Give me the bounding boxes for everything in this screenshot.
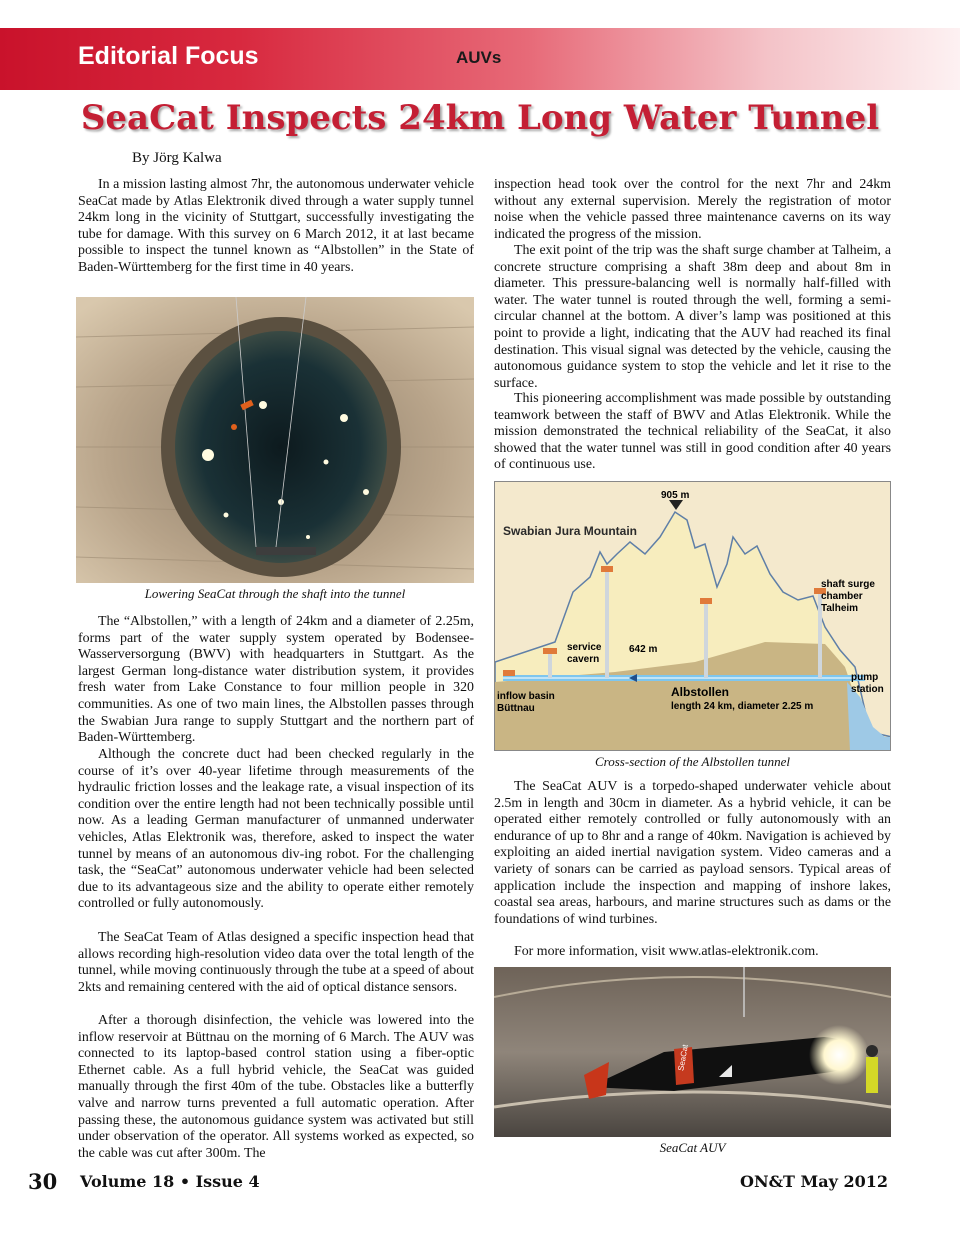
surge-label-1: shaft surge [821, 579, 875, 590]
section-label: Editorial Focus [78, 42, 259, 70]
inflow-label-1: inflow basin [497, 691, 555, 702]
pump-label-2: station [851, 684, 884, 695]
depth-label: 642 m [629, 644, 658, 655]
inflow-label-2: Büttnau [497, 703, 535, 714]
tunnel-cross-section-diagram [494, 481, 891, 751]
service-label-1: service [567, 642, 602, 653]
paragraph-inspection-head: The SeaCat Team of Atlas designed a specific inspection head that allows recording high-resolution video data over the total length of the tunnel, while moving continuously through the tube at a speed of about 2kts and remaining centered with the aid of optical distance sensors. [78, 930, 474, 995]
pump-label-1: pump [851, 672, 879, 683]
peak-label: 905 m [661, 490, 690, 501]
magazine-date: ON&T May 2012 [740, 1172, 888, 1191]
byline: By Jörg Kalwa [132, 150, 222, 166]
paragraph-intro: In a mission lasting almost 7hr, the autonomous underwater vehicle SeaCat made by Atlas Elektronik dived through a water supply tunnel 24km long in the vicinity of Stuttgart, successfully investigating the tube for damage. With this survey on 6 March 2012, it at last became possible to inspect the tunnel known as “Albstollen” in the State of Baden-Württemberg for the first time in 40 years. [78, 177, 474, 275]
paragraph-control: inspection head took over the control for the next 7hr and 24km without any external supervision. Merely the registration of motor noise when the vehicle passed three maintenance caverns on its way indicated the progress of the mission. [494, 177, 891, 242]
tunnel-name-label: Albstollen [671, 685, 730, 699]
shaft-photo [76, 297, 474, 583]
topic-label: AUVs [456, 48, 502, 67]
mountain-label: Swabian Jura Mountain [503, 524, 638, 538]
section-banner [0, 28, 960, 90]
tunnel-dims-label: length 24 km, diameter 2.25 m [671, 701, 814, 712]
paragraph-more-info: For more information, visit www.atlas-elektronik.com. [514, 944, 819, 959]
auv-body-text: SeaCat [676, 1043, 690, 1072]
auv-photo-caption: SeaCat AUV [659, 1140, 726, 1155]
volume-issue: Volume 18 • Issue 4 [80, 1172, 260, 1191]
paragraph-seacat-description: The SeaCat AUV is a torpedo-shaped underwater vehicle about 2.5m in length and 30cm in diameter. As a hybrid vehicle, it can be operated either remotely controlled or fully autonomously with an endurance of up to 8hr and a range of 40km. Navigation is achieved by exploiting an aided inertial navigation system. Video cameras and a variety of sonars can be carried as payload sensors. Typical areas of application include the inspection and mapping of inshore lakes, coastal sea areas, harbours, and marine structures such as dams or the foundations of wind turbines. [494, 779, 891, 927]
diagram-caption: Cross-section of the Albstollen tunnel [595, 754, 790, 769]
surge-label-3: Talheim [821, 603, 859, 614]
paragraph-inspection: Although the concrete duct had been checked regularly in the course of it’s over 40-year lifetime through measurements of the hydraulic friction losses and the leakage rate, a visual inspection of its condition over the entire length had not been technically possible until now. As a leading German manufacturer of unmanned underwater vehicles, Atlas Elektronik was, therefore, asked to inspect the water tunnel by means of an autonomous div-ing robot. For the challenging task, the “SeaCat” autonomous underwater vehicle had been selected due to its advantageous size and the ability to operate either remotely controlled or fully autonomously. [78, 747, 474, 912]
shaft-photo-caption: Lowering SeaCat through the shaft into the tunnel [144, 586, 406, 601]
paragraph-albstollen: The “Albstollen,” with a length of 24km and a diameter of 2.25m, forms part of the water supply system operated by Bodensee-Wasserversorgung (BWV) with headquarters in Stuttgart. As the largest German long-distance water distribution system, it provides fresh water from Lake Constance to four million people in 320 communities. As one of two main lines, the Albstollen passes through the Swabian Jura range to supply Stuttgart and the northern part of Baden-Württemberg. [78, 614, 474, 746]
service-label-2: cavern [567, 654, 600, 665]
paragraph-disinfection: After a thorough disinfection, the vehicle was lowered into the inflow reservoir at Büttnau on the morning of 6 March. The AUV was connected to its laptop-based control station using a fiber-optic Ethernet cable. As a full hybrid vehicle, the SeaCat was guided manually through the first 40m of the tube. Obstacles like a butterfly valve and narrow turns prevented a full automatic operation. After passing these, the autonomous guidance system was activated but still under observation of the operator. All systems worked as expected, so the cable was cut after 300m. The [78, 1013, 474, 1161]
surge-label-2: chamber [821, 591, 863, 602]
page-number: 30 [28, 1169, 58, 1194]
paragraph-teamwork: This pioneering accomplishment was made possible by outstanding teamwork between the staff of BWV and Atlas Elektronik. While the mission demonstrated the technical reliability of the SeaCat, it also showed that the water tunnel was still in good condition after 40 years of continuous use. [494, 391, 891, 473]
seacat-auv-photo [494, 967, 891, 1137]
article-title: SeaCat Inspects 24km Long Water Tunnel [80, 98, 880, 138]
paragraph-exit-point: The exit point of the trip was the shaft surge chamber at Talheim, a concrete structure comprising a shaft 38m deep and about 8m in diameter. This pressure-balancing well is normally half-filled with water. The water tunnel is routed through the well, forming a semi-circular channel at the bottom. A diver’s lamp was positioned at this point to provide a light, indicating that the AUV had reached its final destination. This visual signal was detected by the vehicle, causing the autonomous guidance system to stop the vehicle and let it rise to the surface. [494, 243, 891, 391]
